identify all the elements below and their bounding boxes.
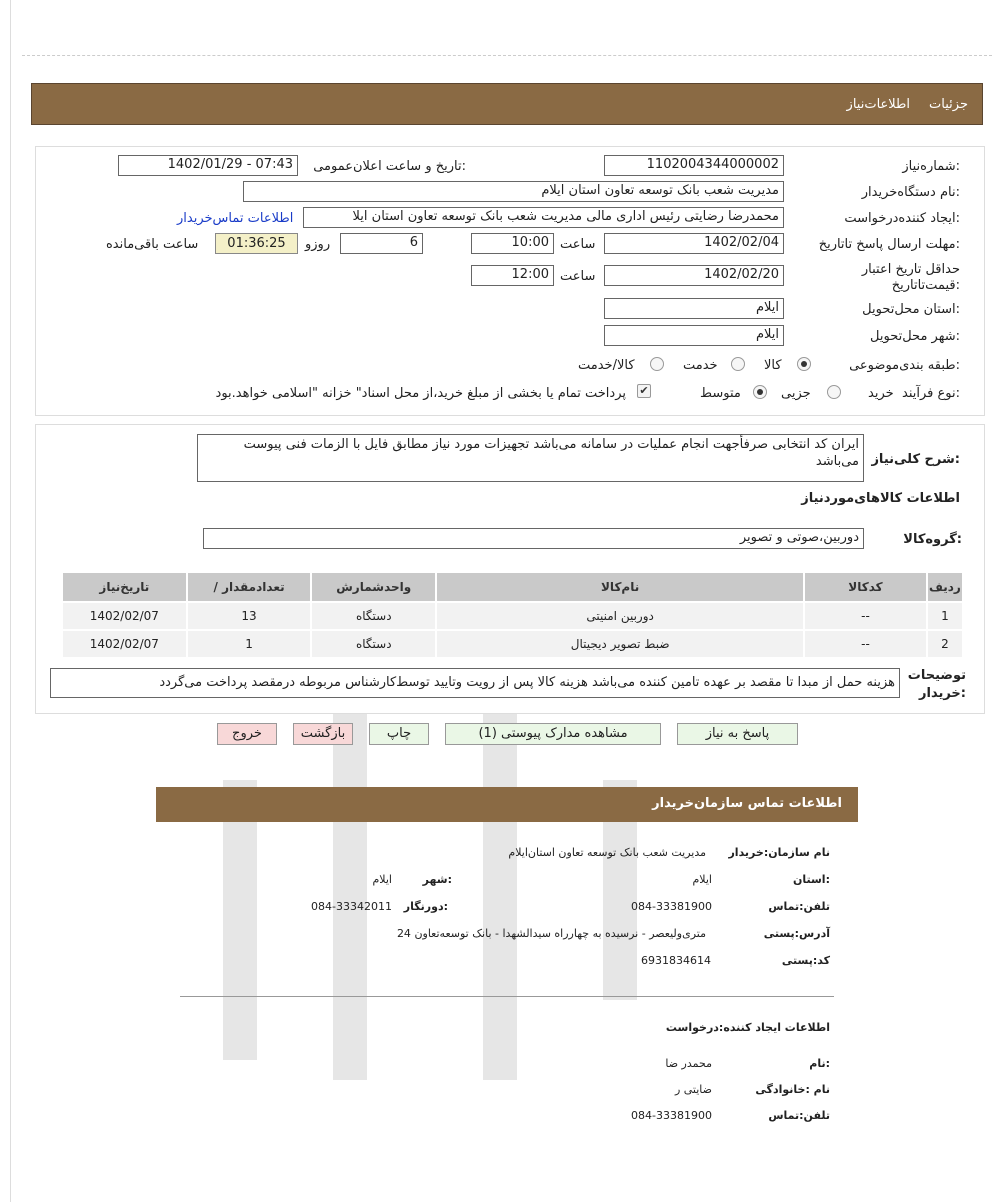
col-name: نام‌کالا <box>437 573 803 601</box>
deadline-date-field: 1402/02/04 <box>604 233 784 254</box>
description-label: شرح کلی‌نیاز: <box>871 452 960 467</box>
process-option-minor: جزیی <box>781 386 811 401</box>
contact-phone-label: تلفن:تماس <box>768 900 830 913</box>
tab-need-info[interactable]: اطلاعات‌نیاز <box>846 97 910 112</box>
process-option-buy: خرید <box>868 386 894 401</box>
category-radio-goods[interactable] <box>797 357 811 371</box>
contact-phone-value: 084-33381900 <box>631 900 712 913</box>
deadline-time-field: 10:00 <box>471 233 554 254</box>
validity-time-label: ساعت <box>560 269 596 284</box>
cell-code: -- <box>805 603 926 629</box>
city-field: ایلام <box>604 325 784 346</box>
category-option-goods: کالا <box>764 358 782 373</box>
cell-unit: دستگاه <box>312 603 435 629</box>
category-label: طبقه بندی‌موضوعی: <box>849 358 960 373</box>
contact-province-value: ایلام <box>692 873 712 886</box>
back-button[interactable]: بازگشت <box>293 723 353 745</box>
goods-table-header <box>63 573 962 601</box>
remaining-time: 01:36:25 <box>215 233 298 254</box>
contact-address-value: 24 متری‌ولیعصر - نرسیده به چهارراه سیدالشهدا - بانک توسعه‌تعاون <box>396 927 706 940</box>
announce-label: تاریخ و ساعت اعلان‌عمومی: <box>313 159 466 174</box>
deadline-time-label: ساعت <box>560 237 596 252</box>
validity-time-field: 12:00 <box>471 265 554 286</box>
process-radio-medium[interactable] <box>753 385 767 399</box>
remaining-label: ساعت باقی‌مانده <box>106 237 199 252</box>
col-date: تاریخ‌نیاز <box>63 573 186 601</box>
col-row: ردیف <box>928 573 962 601</box>
creator-label: ایجاد کننده‌درخواست: <box>844 211 960 226</box>
tab-details[interactable]: جزئیات <box>929 97 968 112</box>
creator-name-label: نام: <box>809 1057 830 1070</box>
contact-province-label: استان: <box>792 873 830 886</box>
contact-city-value: ایلام <box>372 873 392 886</box>
days-field: 6 <box>340 233 423 254</box>
announce-field: 1402/01/29 - 07:43 <box>118 155 298 176</box>
cell-name: ضبط تصویر دیجیتال <box>437 631 803 657</box>
buyer-org-field: مدیریت شعب بانک توسعه تعاون استان ایلام <box>243 181 784 202</box>
province-label: استان محل‌تحویل: <box>862 302 960 317</box>
cell-unit: دستگاه <box>312 631 435 657</box>
validity-label: حداقل تاریخ اعتبار قیمت‌تا‌تاریخ: <box>861 262 960 293</box>
cell-name: دوربین امنیتی <box>437 603 803 629</box>
cell-date: 1402/02/07 <box>63 631 186 657</box>
buyer-contact-link[interactable]: اطلاعات تماس‌خریدار <box>177 211 294 226</box>
top-divider <box>22 55 992 56</box>
payment-note: پرداخت تمام یا بخشی از مبلغ خرید،از محل اسناد" خزانه "اسلامی خواهد.بود <box>215 386 626 401</box>
process-option-medium: متوسط <box>700 386 741 401</box>
page-header-bar <box>31 83 983 125</box>
exit-button[interactable]: خروج <box>217 723 277 745</box>
deadline-label: مهلت ارسال پاسخ تا‌تاریخ: <box>818 237 960 252</box>
category-radio-both[interactable] <box>650 357 664 371</box>
category-option-service: خدمت <box>683 358 718 373</box>
creator-family-value: ضایتی ر <box>674 1083 712 1096</box>
cell-row: 2 <box>928 631 962 657</box>
col-unit: واحدشمارش <box>312 573 435 601</box>
contact-postal-label: کد‌:پستی <box>781 954 830 967</box>
days-label: روزو <box>305 237 331 252</box>
contact-address-label: آدرس‌:پستی <box>763 927 830 940</box>
process-label: نوع فرآیند: <box>902 386 960 401</box>
goods-group-label: گروه‌کالا: <box>903 532 962 547</box>
category-radio-service[interactable] <box>731 357 745 371</box>
table-row <box>63 603 962 629</box>
col-code: کدکالا <box>805 573 926 601</box>
creator-family-label: نام :خانوادگی <box>755 1083 830 1096</box>
buyer-notes-label: توضیحات خریدار: <box>907 668 966 701</box>
creator-field: محمدرضا رضایتی رئیس اداری مالی مدیریت شعب بانک توسعه تعاون استان ایلا <box>303 207 784 228</box>
goods-table <box>61 571 964 659</box>
creator-info-title: اطلاعات ایجاد کننده‌:درخواست <box>665 1021 830 1034</box>
table-row <box>63 631 962 657</box>
left-border-line <box>10 0 11 1202</box>
contact-divider <box>180 996 834 997</box>
description-field: ایران کد انتخابی صرفأجهت انجام عملیات در سامانه می‌باشد تجهیزات مورد نیاز مطابق فایل با الزمات فنی پیوست می‌باشد <box>197 434 864 482</box>
contact-section-bar <box>156 787 858 822</box>
validity-date-field: 1402/02/20 <box>604 265 784 286</box>
province-field: ایلام <box>604 298 784 319</box>
creator-name-value: محمدر ضا <box>665 1057 712 1070</box>
contact-postal-value: 6931834614 <box>641 954 711 967</box>
need-number-field: 1102004344000002 <box>604 155 784 176</box>
city-label: شهر محل‌تحویل: <box>870 329 960 344</box>
goods-group-field: دوربین،صوتی و تصویر <box>203 528 864 549</box>
contact-org-label: نام سازمان‌:خریدار <box>728 846 830 859</box>
print-button[interactable]: چاپ <box>369 723 429 745</box>
buyer-org-label: نام دستگاه‌خریدار: <box>861 185 960 200</box>
contact-fax-label: دورنگار: <box>403 900 448 913</box>
cell-quantity: 1 <box>188 631 311 657</box>
goods-section-title: اطلاعات کالاهای‌موردنیاز <box>801 491 960 506</box>
payment-checkbox[interactable]: ✔ <box>637 384 651 398</box>
reply-button[interactable]: پاسخ به نیاز <box>677 723 798 745</box>
attachments-button[interactable]: مشاهده مدارک پیوستی (1) <box>445 723 661 745</box>
cell-quantity: 13 <box>188 603 311 629</box>
process-radio-minor[interactable] <box>827 385 841 399</box>
col-quantity: تعدادمقدار / <box>188 573 311 601</box>
contact-fax-value: 084-33342011 <box>311 900 392 913</box>
cell-row: 1 <box>928 603 962 629</box>
category-option-both: کالا/خدمت <box>578 358 635 373</box>
creator-phone-label: تلفن:تماس <box>768 1109 830 1122</box>
need-number-label: شماره‌نیاز: <box>902 159 960 174</box>
contact-city-label: شهر: <box>422 873 452 886</box>
creator-phone-value: 084-33381900 <box>631 1109 712 1122</box>
contact-org-value: مدیریت شعب بانک توسعه تعاون استان‌ایلام <box>508 846 706 859</box>
cell-date: 1402/02/07 <box>63 603 186 629</box>
cell-code: -- <box>805 631 926 657</box>
contact-section-title: اطلاعات تماس سازمان‌خریدار <box>652 796 842 811</box>
buyer-notes-field: هزینه حمل از مبدا تا مقصد بر عهده تامین کننده می‌باشد هزینه کالا پس از رویت وتایید توسط‌کارشناس مربوطه درمقصد پرداخت می‌گردد <box>50 668 900 698</box>
